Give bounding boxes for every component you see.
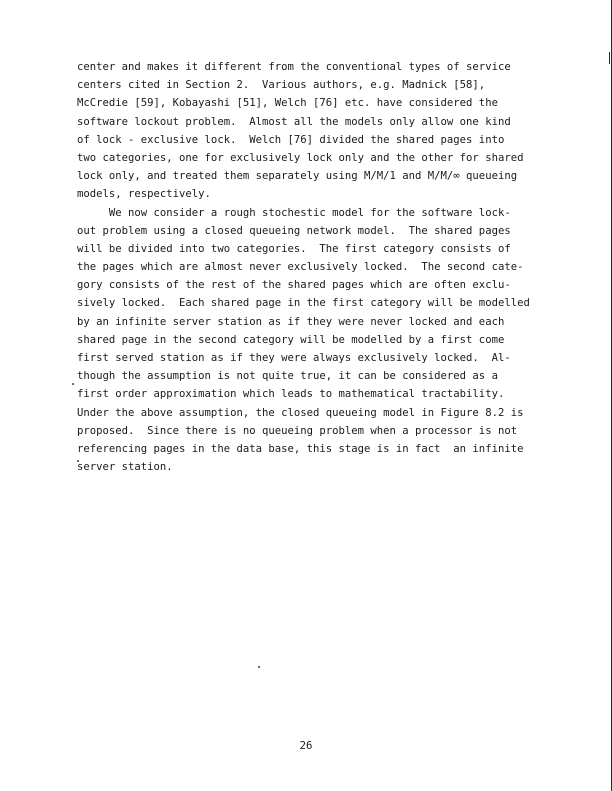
page-number: 26: [299, 740, 313, 752]
text-line: the pages which are almost never exclusively locked. The second cate-: [77, 261, 524, 274]
text-line: server station.: [77, 461, 173, 474]
scan-speck: [72, 383, 74, 385]
text-line: lock only, and treated them separately using M/M/1 and M/M/∞ queueing: [77, 170, 518, 183]
text-line: of lock - exclusive lock. Welch [76] divided the shared pages into: [77, 133, 505, 146]
text-line: center and makes it different from the conventional types of service: [77, 61, 511, 73]
text-line: centers cited in Section 2. Various authors, e.g. Madnick [58],: [77, 79, 486, 92]
text-line: though the assumption is not quite true, it can be considered as a: [77, 370, 498, 383]
text-line: will be divided into two categories. The first category consists of: [77, 242, 511, 255]
text-line: gory consists of the rest of the shared pages which are often exclu-: [77, 279, 511, 292]
text-line: We now consider a rough stochestic model for the software lock-: [77, 206, 511, 219]
text-line: referencing pages in the data base, this stage is in fact an infinite: [77, 442, 524, 455]
text-line: proposed. Since there is no queueing problem when a processor is not: [77, 424, 518, 437]
scan-speck: [77, 460, 79, 462]
text-line: Under the above assumption, the closed queueing model in Figure 8.2 is: [77, 406, 524, 419]
scan-speck: [258, 666, 260, 668]
text-line: models, respectively.: [77, 188, 211, 201]
text-line: first order approximation which leads to mathematical tractability.: [77, 388, 505, 401]
text-line: McCredie [59], Kobayashi [51], Welch [76] etc. have considered the: [77, 97, 498, 110]
text-line: shared page in the second category will be modelled by a first come: [77, 333, 505, 346]
text-line: sively locked. Each shared page in the first category will be modelled: [77, 297, 530, 310]
text-line: two categories, one for exclusively lock only and the other for shared: [77, 151, 524, 164]
text-line: by an infinite server station as if they were never locked and each: [77, 315, 505, 328]
text-line: out problem using a closed queueing network model. The shared pages: [77, 224, 511, 237]
text-line: first served station as if they were always exclusively locked. Al-: [77, 352, 511, 364]
text-line: software lockout problem. Almost all the models only allow one kind: [77, 115, 511, 128]
scan-edge-mark: [609, 52, 610, 64]
body-text: [77, 58, 530, 476]
